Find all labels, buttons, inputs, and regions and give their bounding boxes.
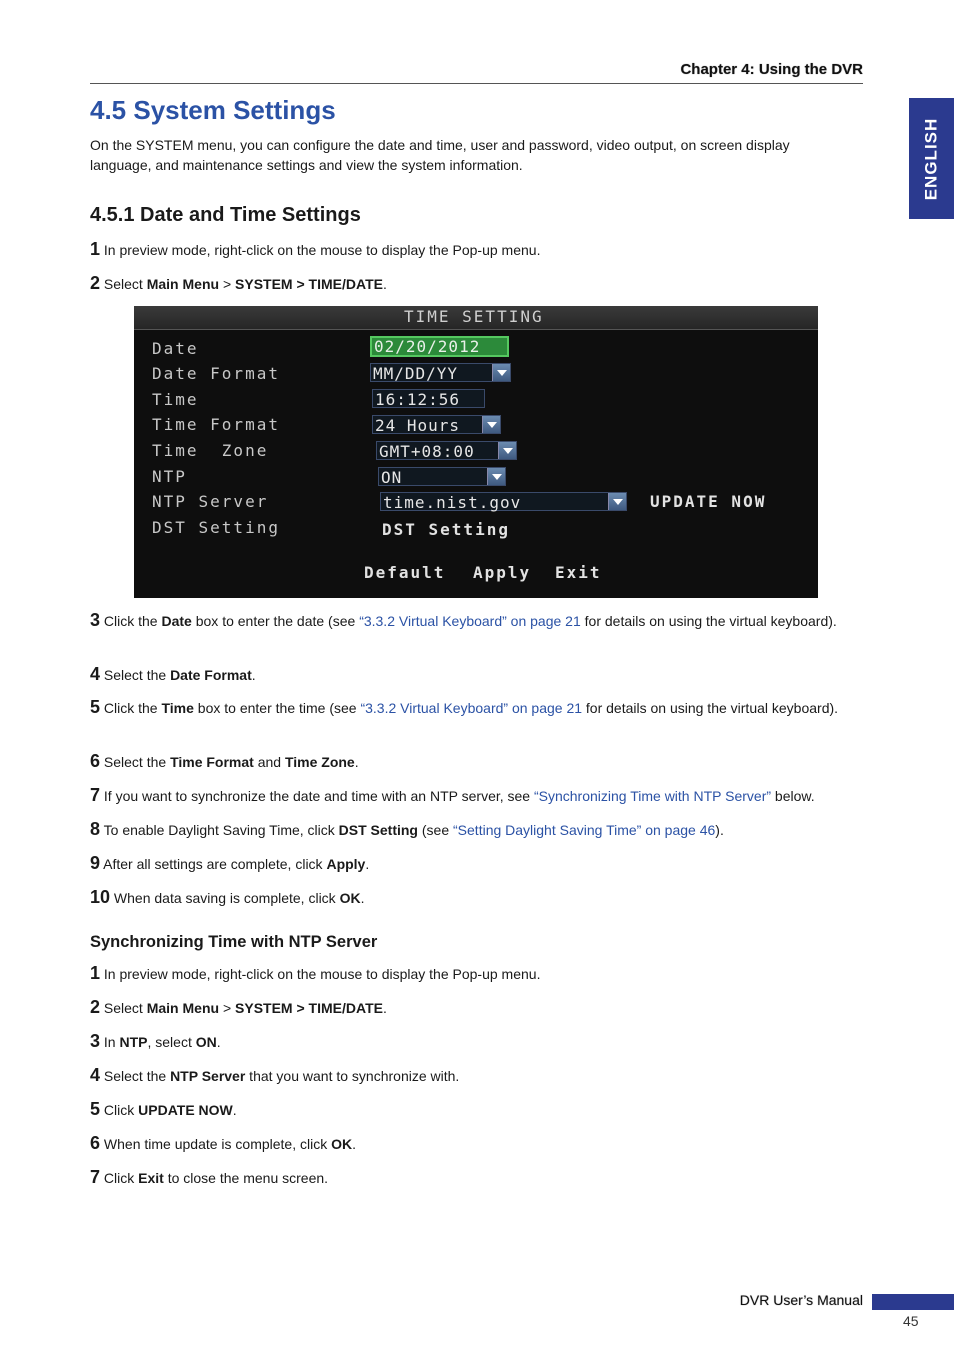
step-b-3: 3 In NTP, select ON. xyxy=(90,1031,221,1051)
chevron-down-icon xyxy=(608,493,626,510)
update-now-button[interactable]: UPDATE NOW xyxy=(650,492,767,511)
step-b-4: 4 Select the NTP Server that you want to synchronize with. xyxy=(90,1065,460,1085)
ntp-section-title: Synchronizing Time with NTP Server xyxy=(90,933,378,951)
step-a-10: 10 When data saving is complete, click OK. xyxy=(90,887,365,907)
language-tab-label: ENGLISH xyxy=(921,117,941,200)
step-b-6: 6 When time update is complete, click OK. xyxy=(90,1133,357,1153)
language-tab xyxy=(909,98,954,219)
date-format-select[interactable]: MM/DD/YY xyxy=(370,363,511,382)
step-b-2: 2 Select Main Menu > SYSTEM > TIME/DATE. xyxy=(90,997,387,1017)
step-b-7: 7 Click Exit to close the menu screen. xyxy=(90,1167,329,1187)
time-format-select[interactable]: 24 Hours xyxy=(372,415,501,434)
default-button[interactable]: Default xyxy=(364,563,446,582)
dst-page-link[interactable]: “Setting Daylight Saving Time” on page 46 xyxy=(453,822,716,838)
label-ntp-server: NTP Server xyxy=(152,492,269,511)
chapter-header: Chapter 4: Using the DVR xyxy=(680,61,863,78)
step-a-3: 3 Click the Date box to enter the date (see “3.3.2 Virtual Keyboard” on page 21 for details on using the virtual keyboard). xyxy=(90,610,837,630)
step-b-1: 1 In preview mode, right-click on the mouse to display the Pop-up menu. xyxy=(90,963,541,983)
label-time: Time xyxy=(152,390,199,409)
step-b-5: 5 Click UPDATE NOW. xyxy=(90,1099,237,1119)
step-a-7: 7 If you want to synchronize the date and time with an NTP server, see “Synchronizing Time with NTP Server” below. xyxy=(90,785,815,805)
virtual-keyboard-link[interactable]: “3.3.2 Virtual Keyboard” on page 21 xyxy=(359,613,581,629)
subsection-title: 4.5.1 Date and Time Settings xyxy=(90,204,361,226)
label-ntp: NTP xyxy=(152,467,187,486)
label-date: Date xyxy=(152,339,199,358)
step-a-1: 1 In preview mode, right-click on the mouse to display the Pop-up menu. xyxy=(90,239,541,259)
label-dst-setting: DST Setting xyxy=(152,518,280,537)
ntp-section-link[interactable]: “Synchronizing Time with NTP Server” xyxy=(533,788,772,804)
virtual-keyboard-link[interactable]: “3.3.2 Virtual Keyboard” on page 21 xyxy=(360,700,583,716)
label-date-format: Date Format xyxy=(152,364,280,383)
footer-manual-title: DVR User’s Manual xyxy=(739,1292,863,1308)
section-intro: On the SYSTEM menu, you can configure the date and time, user and password, video output, on screen display language, and maintenance settings and view the system information. xyxy=(90,137,790,173)
section-title: 4.5 System Settings xyxy=(90,95,336,125)
dst-setting-button[interactable]: DST Setting xyxy=(382,520,510,539)
chevron-down-icon xyxy=(498,442,516,459)
footer-bar xyxy=(872,1294,954,1310)
chevron-down-icon xyxy=(482,416,500,433)
label-time-zone: Time Zone xyxy=(152,441,269,460)
chevron-down-icon xyxy=(492,364,510,381)
chevron-down-icon xyxy=(487,468,505,485)
step-a-5: 5 Click the Time box to enter the time (see “3.3.2 Virtual Keyboard” on page 21 for details on using the virtual keyboard). xyxy=(90,697,839,717)
time-setting-screen xyxy=(134,306,818,598)
screen-titlebar: TIME SETTING xyxy=(134,306,818,330)
exit-button[interactable]: Exit xyxy=(555,563,602,582)
page-number: 45 xyxy=(903,1313,919,1329)
header-rule xyxy=(90,83,863,84)
ntp-server-select[interactable]: time.nist.gov xyxy=(380,492,627,511)
time-field[interactable]: 16:12:56 xyxy=(372,389,485,408)
step-a-2: 2 Select Main Menu > SYSTEM > TIME/DATE. xyxy=(90,273,387,293)
step-a-4: 4 Select the Date Format. xyxy=(90,664,256,684)
ntp-select[interactable]: ON xyxy=(378,467,506,486)
step-a-6: 6 Select the Time Format and Time Zone. xyxy=(90,751,359,771)
apply-button[interactable]: Apply xyxy=(473,563,532,582)
date-field[interactable]: 02/20/2012 xyxy=(370,336,509,357)
step-a-9: 9 After all settings are complete, click Apply. xyxy=(90,853,370,873)
step-a-8: 8 To enable Daylight Saving Time, click DST Setting (see “Setting Daylight Saving Time” on page 46). xyxy=(90,819,724,839)
label-time-format: Time Format xyxy=(152,415,280,434)
time-zone-select[interactable]: GMT+08:00 xyxy=(376,441,517,460)
